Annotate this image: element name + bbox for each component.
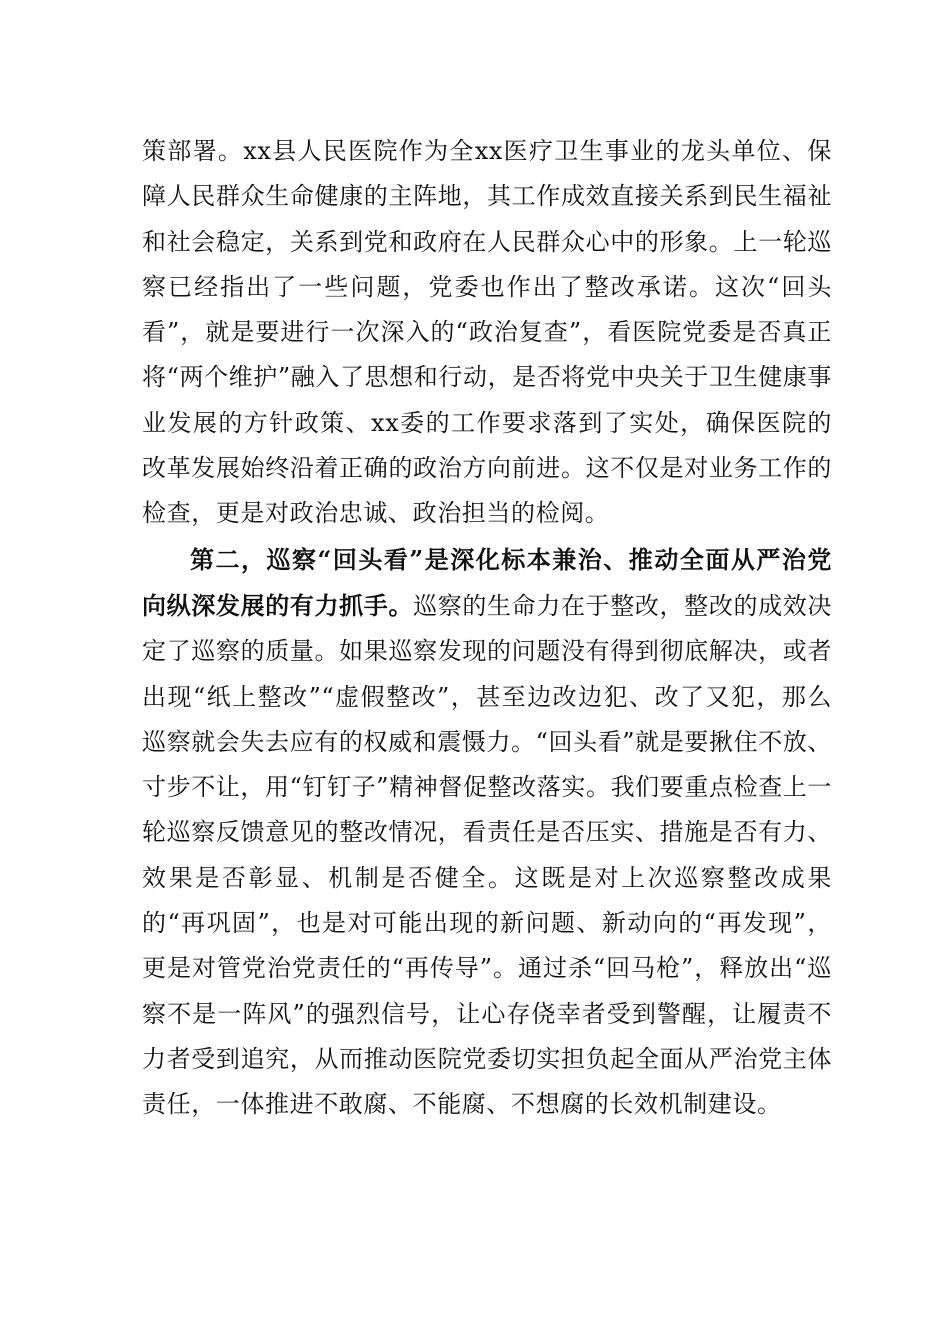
- paragraph-continuation: [142, 129, 832, 537]
- paragraph-second-point: [142, 537, 832, 1128]
- paragraph-text: 策部署。xx县人民医院作为全xx医疗卫生事业的龙头单位、保障人民群众生命健康的主阵地，其工作成效直接关系到民生福祉和社会稳定，关系到党和政府在人民群众心中的形象。上一轮巡察已经指出了一些问题，党委也作出了整改承诺。这次“回头看”，就是要进行一次深入的“政治复查”，看医院党委是否真正将“两个维护”融入了思想和行动，是否将党中央关于卫生健康事业发展的方针政策、xx委的工作要求落到了实处，确保医院的改革发展始终沿着正确的政治方向前进。这不仅是对业务工作的检查，更是对政治忠诚、政治担当的检阅。: [142, 137, 832, 528]
- paragraph-text: 巡察的生命力在于整改，整改的成效决定了巡察的质量。如果巡察发现的问题没有得到彻底解决，或者出现“纸上整改”“虚假整改”，甚至边改边犯、改了又犯，那么巡察就会失去应有的权威和震慑力。“回头看”就是要揪住不放、寸步不让，用“钉钉子”精神督促整改落实。我们要重点检查上一轮巡察反馈意见的整改情况，看责任是否压实、措施是否有力、效果是否彰显、机制是否健全。这既是对上次巡察整改成果的“再巩固”，也是对可能出现的新问题、新动向的“再发现”，更是对管党治党责任的“再传导”。通过杀“回马枪”，释放出“巡察不是一阵风”的强烈信号，让心存侥幸者受到警醒，让履责不力者受到追究，从而推动医院党委切实担负起全面从严治党主体责任，一体推进不敢腐、不能腐、不想腐的长效机制建设。: [142, 591, 832, 1119]
- paragraph-lead-bold: 第二，巡察“回头看”是深化标本兼治、推动全面从严治党向纵深发展的有力抓手。: [142, 544, 832, 620]
- document-body: [142, 129, 832, 1128]
